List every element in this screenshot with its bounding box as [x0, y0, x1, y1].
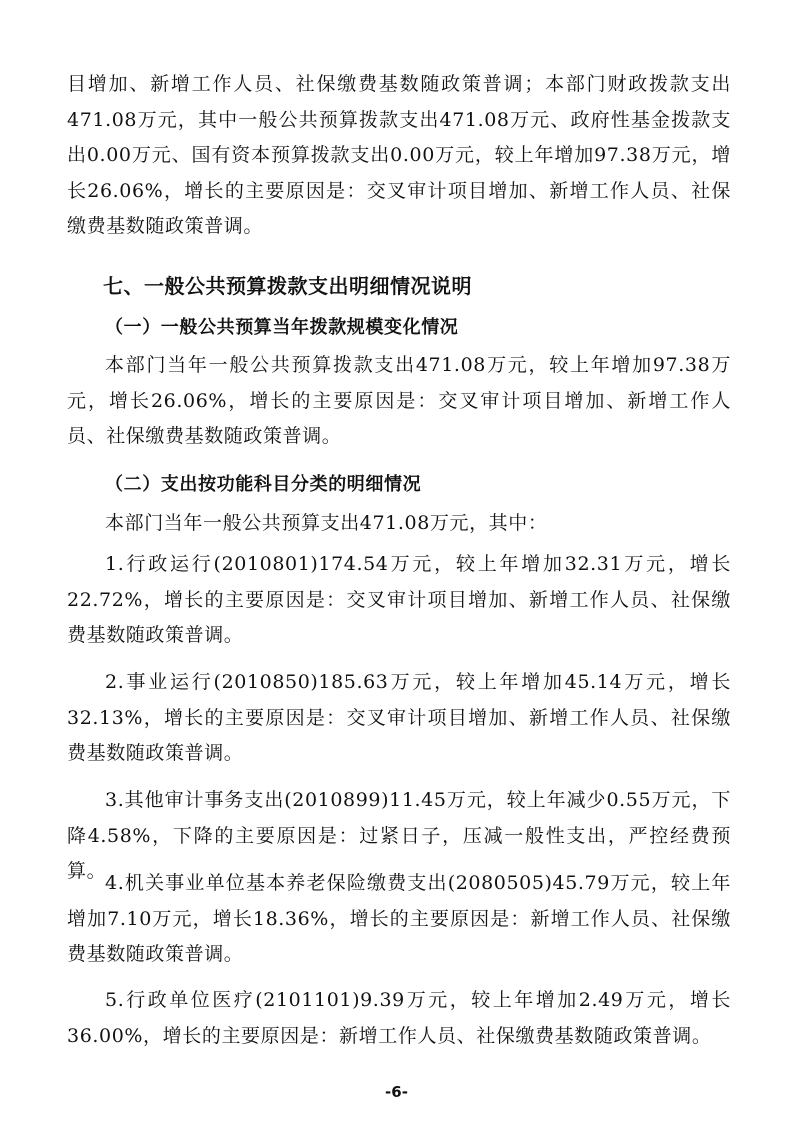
list-item-4 [67, 866, 731, 973]
list-item-5 [67, 983, 731, 1054]
list-item-1 [67, 547, 731, 654]
paragraph-general-budget-scale [67, 348, 731, 455]
paragraph-text: 1.行政运行(2010801)174.54万元，较上年增加32.31万元，增长22.72%，增长的主要原因是：交叉审计项目增加、新增工作人员、社保缴费基数随政策普调。 [67, 553, 731, 646]
paragraph-text: 本部门当年一般公共预算拨款支出471.08万元，较上年增加97.38万元，增长26.06%，增长的主要原因是：交叉审计项目增加、新增工作人员、社保缴费基数随政策普调。 [67, 354, 731, 447]
paragraph-text: 本部门当年一般公共预算支出471.08万元，其中： [105, 512, 548, 534]
subheading-1: （一）一般公共预算当年拨款规模变化情况 [105, 317, 459, 338]
paragraph-text: 3.其他审计事务支出(2010899)11.45万元，较上年减少0.55万元，下降4.58%，下降的主要原因是：过紧日子，压减一般性支出，严控经费预算。 [67, 789, 731, 882]
section-heading-7: 七、一般公共预算拨款支出明细情况说明 [103, 274, 472, 298]
paragraph-fiscal-appropriation-continued [67, 67, 731, 245]
paragraph-text: 5.行政单位医疗(2101101)9.39万元，较上年增加2.49万元，增长36.00%，增长的主要原因是：新增工作人员、社保缴费基数随政策普调。 [67, 989, 731, 1047]
paragraph-function-breakdown-intro [67, 506, 731, 542]
paragraph-text: 2.事业运行(2010850)185.63万元，较上年增加45.14万元，增长32.13%，增长的主要原因是：交叉审计项目增加、新增工作人员、社保缴费基数随政策普调。 [67, 671, 731, 764]
page-number: -6- [385, 1083, 408, 1101]
paragraph-text: 4.机关事业单位基本养老保险缴费支出(2080505)45.79万元，较上年增加7.10万元，增长18.36%，增长的主要原因是：新增工作人员、社保缴费基数随政策普调。 [67, 872, 731, 965]
list-item-2 [67, 665, 731, 772]
paragraph-text: 目增加、新增工作人员、社保缴费基数随政策普调；本部门财政拨款支出471.08万元，其中一般公共预算拨款支出471.08万元、政府性基金拨款支出0.00万元、国有资本预算拨款支出0.00万元，较上年增加97.38万元，增长26.06%，增长的主要原因是：交叉审计项目增加、新增工作人员、社保缴费基数随政策普调。 [67, 73, 731, 237]
subheading-2: （二）支出按功能科目分类的明细情况 [105, 474, 422, 495]
